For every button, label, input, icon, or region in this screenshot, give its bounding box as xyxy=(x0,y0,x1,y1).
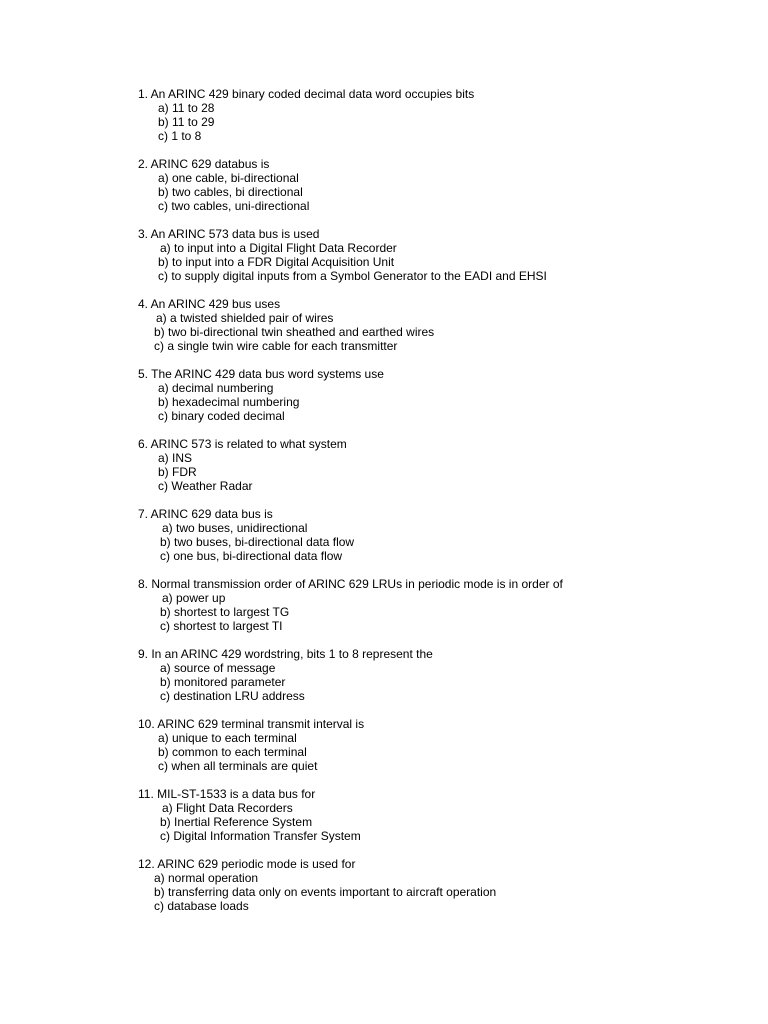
answer-option: a) unique to each terminal xyxy=(158,731,297,745)
answer-option: a) decimal numbering xyxy=(158,381,274,395)
answer-option: a) power up xyxy=(162,591,226,605)
question-3 xyxy=(138,227,738,283)
question-text: 1. An ARINC 429 binary coded decimal data word occupies bits xyxy=(138,87,475,101)
answer-option: c) one bus, bi-directional data flow xyxy=(160,549,343,563)
answer-option: a) one cable, bi-directional xyxy=(158,171,299,185)
answer-option: b) to input into a FDR Digital Acquisition Unit xyxy=(158,255,395,269)
question-text: 9. In an ARINC 429 wordstring, bits 1 to 8 represent the xyxy=(138,647,433,661)
answer-option: b) transferring data only on events important to aircraft operation xyxy=(154,885,497,899)
answer-option: b) shortest to largest TG xyxy=(160,605,290,619)
question-text: 3. An ARINC 573 data bus is used xyxy=(138,227,320,241)
answer-option: c) shortest to largest TI xyxy=(160,619,283,633)
answer-option: a) Flight Data Recorders xyxy=(162,801,293,815)
answer-option: c) a single twin wire cable for each transmitter xyxy=(154,339,398,353)
answer-option: c) Weather Radar xyxy=(158,479,253,493)
question-text: 8. Normal transmission order of ARINC 629 LRUs in periodic mode is in order of xyxy=(138,577,563,591)
question-7 xyxy=(138,507,738,563)
answer-option: b) Inertial Reference System xyxy=(160,815,313,829)
answer-option: c) destination LRU address xyxy=(160,689,305,703)
question-10 xyxy=(138,717,738,773)
answer-option: a) to input into a Digital Flight Data Recorder xyxy=(160,241,397,255)
question-9 xyxy=(138,647,738,703)
question-6 xyxy=(138,437,738,493)
answer-option: a) 11 to 28 xyxy=(158,101,215,115)
answer-option: c) two cables, uni-directional xyxy=(158,199,310,213)
answer-option: c) Digital Information Transfer System xyxy=(160,829,361,843)
question-8 xyxy=(138,577,738,633)
question-text: 11. MIL-ST-1533 is a data bus for xyxy=(138,787,316,801)
answer-option: c) when all terminals are quiet xyxy=(158,759,318,773)
question-text: 12. ARINC 629 periodic mode is used for xyxy=(138,857,356,871)
question-12 xyxy=(138,857,738,913)
question-list xyxy=(138,87,738,927)
answer-option: b) FDR xyxy=(158,465,197,479)
question-text: 10. ARINC 629 terminal transmit interval is xyxy=(138,717,365,731)
question-text: 5. The ARINC 429 data bus word systems use xyxy=(138,367,384,381)
answer-option: c) to supply digital inputs from a Symbol Generator to the EADI and EHSI xyxy=(158,269,547,283)
question-text: 4. An ARINC 429 bus uses xyxy=(138,297,281,311)
question-11 xyxy=(138,787,738,843)
answer-option: a) INS xyxy=(158,451,193,465)
answer-option: c) binary coded decimal xyxy=(158,409,285,423)
question-4 xyxy=(138,297,738,353)
answer-option: b) 11 to 29 xyxy=(158,115,215,129)
answer-option: b) two cables, bi directional xyxy=(158,185,303,199)
answer-option: a) a twisted shielded pair of wires xyxy=(156,311,334,325)
question-text: 7. ARINC 629 data bus is xyxy=(138,507,273,521)
answer-option: c) 1 to 8 xyxy=(158,129,202,143)
answer-option: b) common to each terminal xyxy=(158,745,307,759)
answer-option: b) hexadecimal numbering xyxy=(158,395,300,409)
question-1 xyxy=(138,87,738,143)
answer-option: b) two bi-directional twin sheathed and earthed wires xyxy=(154,325,435,339)
question-5 xyxy=(138,367,738,423)
answer-option: a) normal operation xyxy=(154,871,259,885)
answer-option: a) source of message xyxy=(160,661,276,675)
answer-option: a) two buses, unidirectional xyxy=(162,521,308,535)
answer-option: b) two buses, bi-directional data flow xyxy=(160,535,355,549)
answer-option: c) database loads xyxy=(154,899,249,913)
answer-option: b) monitored parameter xyxy=(160,675,286,689)
question-2 xyxy=(138,157,738,213)
question-text: 2. ARINC 629 databus is xyxy=(138,157,270,171)
question-text: 6. ARINC 573 is related to what system xyxy=(138,437,347,451)
